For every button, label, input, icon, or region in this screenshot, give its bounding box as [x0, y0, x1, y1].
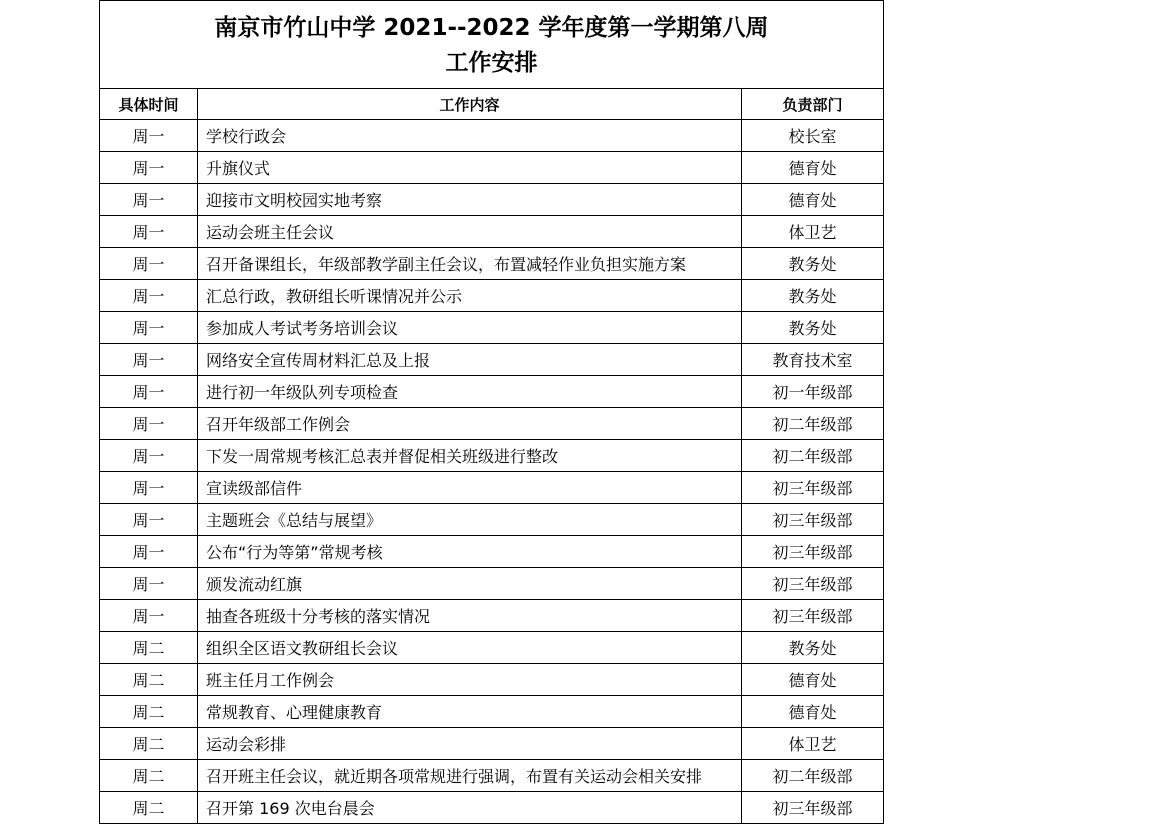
- row-content: 进行初一年级队列专项检查: [198, 376, 742, 408]
- row-content: 召开年级部工作例会: [198, 408, 742, 440]
- row-dept: 教务处: [742, 632, 884, 664]
- row-day: 周二: [100, 664, 198, 696]
- table-row: [100, 728, 884, 760]
- row-day: 周一: [100, 472, 198, 504]
- table-row: [100, 792, 884, 824]
- row-dept: 体卫艺: [742, 216, 884, 248]
- table-row: [100, 536, 884, 568]
- row-day: 周二: [100, 760, 198, 792]
- title-cell: [100, 1, 884, 89]
- row-content: 颁发流动红旗: [198, 568, 742, 600]
- schedule-body: [100, 120, 884, 824]
- row-dept: 体卫艺: [742, 728, 884, 760]
- row-content: 运动会班主任会议: [198, 216, 742, 248]
- table-row: [100, 376, 884, 408]
- table-row: [100, 760, 884, 792]
- title-row: [100, 1, 884, 89]
- row-day: 周一: [100, 152, 198, 184]
- row-content: 召开备课组长，年级部教学副主任会议，布置减轻作业负担实施方案: [198, 248, 742, 280]
- table-row: [100, 600, 884, 632]
- row-content: 升旗仪式: [198, 152, 742, 184]
- row-day: 周一: [100, 280, 198, 312]
- table-row: [100, 472, 884, 504]
- table-row: [100, 664, 884, 696]
- row-content: 迎接市文明校园实地考察: [198, 184, 742, 216]
- row-day: 周一: [100, 408, 198, 440]
- row-content: 网络安全宣传周材料汇总及上报: [198, 344, 742, 376]
- row-dept: 初一年级部: [742, 376, 884, 408]
- row-dept: 教务处: [742, 248, 884, 280]
- table-row: [100, 152, 884, 184]
- row-content: 汇总行政，教研组长听课情况并公示: [198, 280, 742, 312]
- row-content: 常规教育、心理健康教育: [198, 696, 742, 728]
- row-dept: 德育处: [742, 152, 884, 184]
- row-day: 周二: [100, 728, 198, 760]
- schedule-sheet: [99, 0, 883, 824]
- row-day: 周一: [100, 568, 198, 600]
- row-day: 周一: [100, 440, 198, 472]
- row-dept: 教育技术室: [742, 344, 884, 376]
- row-dept: 初三年级部: [742, 600, 884, 632]
- row-dept: 初三年级部: [742, 568, 884, 600]
- table-row: [100, 504, 884, 536]
- row-day: 周一: [100, 184, 198, 216]
- row-content: 宣读级部信件: [198, 472, 742, 504]
- row-day: 周一: [100, 600, 198, 632]
- table-row: [100, 344, 884, 376]
- row-day: 周一: [100, 216, 198, 248]
- row-day: 周一: [100, 120, 198, 152]
- row-day: 周二: [100, 632, 198, 664]
- row-dept: 教务处: [742, 280, 884, 312]
- table-row: [100, 280, 884, 312]
- row-day: 周一: [100, 504, 198, 536]
- schedule-table: [99, 0, 884, 824]
- table-row: [100, 632, 884, 664]
- table-row: [100, 248, 884, 280]
- row-dept: 初二年级部: [742, 440, 884, 472]
- row-dept: 教务处: [742, 312, 884, 344]
- column-header-time: 具体时间: [100, 89, 198, 120]
- table-row: [100, 216, 884, 248]
- row-content: 班主任月工作例会: [198, 664, 742, 696]
- row-content: 学校行政会: [198, 120, 742, 152]
- row-content: 抽查各班级十分考核的落实情况: [198, 600, 742, 632]
- row-day: 周二: [100, 696, 198, 728]
- row-dept: 德育处: [742, 184, 884, 216]
- row-dept: 初三年级部: [742, 472, 884, 504]
- row-content: 下发一周常规考核汇总表并督促相关班级进行整改: [198, 440, 742, 472]
- row-content: 组织全区语文教研组长会议: [198, 632, 742, 664]
- row-content: 召开班主任会议，就近期各项常规进行强调，布置有关运动会相关安排: [198, 760, 742, 792]
- column-header-dept: 负责部门: [742, 89, 884, 120]
- header-row: [100, 89, 884, 120]
- row-day: 周一: [100, 312, 198, 344]
- row-dept: 初二年级部: [742, 408, 884, 440]
- row-day: 周一: [100, 344, 198, 376]
- row-dept: 校长室: [742, 120, 884, 152]
- column-header-content: 工作内容: [198, 89, 742, 120]
- row-dept: 德育处: [742, 696, 884, 728]
- table-row: [100, 408, 884, 440]
- row-dept: 德育处: [742, 664, 884, 696]
- row-dept: 初三年级部: [742, 536, 884, 568]
- table-row: [100, 120, 884, 152]
- row-dept: 初二年级部: [742, 760, 884, 792]
- row-dept: 初三年级部: [742, 504, 884, 536]
- document-subtitle: 工作安排: [445, 49, 538, 76]
- row-content: 公布“行为等第”常规考核: [198, 536, 742, 568]
- row-content: 召开第 169 次电台晨会: [198, 792, 742, 824]
- row-day: 周一: [100, 536, 198, 568]
- document-title: 南京市竹山中学 2021--2022 学年度第一学期第八周: [214, 14, 769, 41]
- table-row: [100, 312, 884, 344]
- row-content: 运动会彩排: [198, 728, 742, 760]
- row-dept: 初三年级部: [742, 792, 884, 824]
- table-row: [100, 568, 884, 600]
- row-day: 周一: [100, 248, 198, 280]
- table-row: [100, 440, 884, 472]
- row-content: 主题班会《总结与展望》: [198, 504, 742, 536]
- row-day: 周一: [100, 376, 198, 408]
- table-row: [100, 184, 884, 216]
- row-content: 参加成人考试考务培训会议: [198, 312, 742, 344]
- row-day: 周二: [100, 792, 198, 824]
- table-row: [100, 696, 884, 728]
